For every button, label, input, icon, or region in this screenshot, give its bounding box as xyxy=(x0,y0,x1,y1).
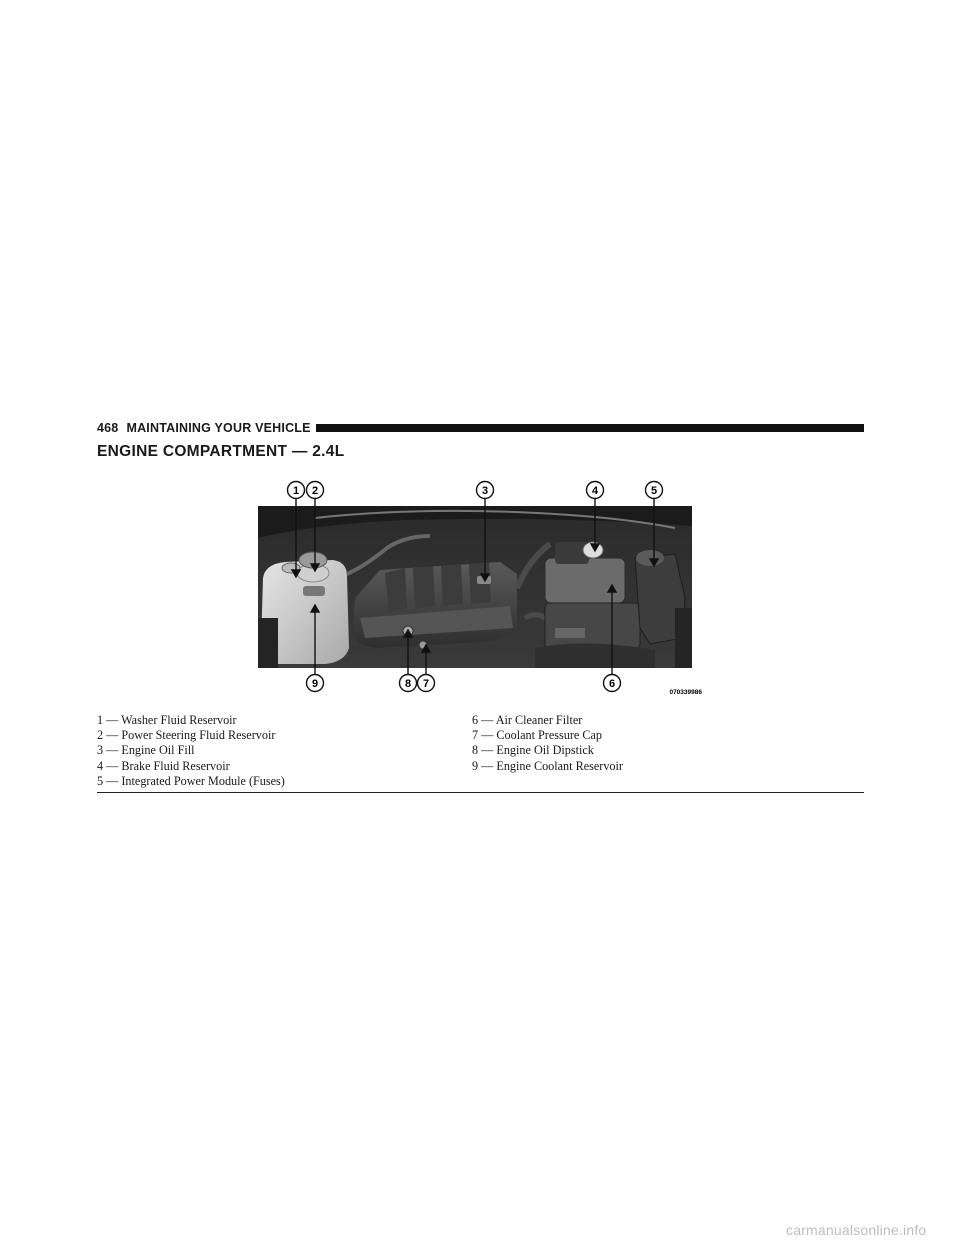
engine-photo xyxy=(255,478,705,703)
section-title: MAINTAINING YOUR VEHICLE xyxy=(126,421,311,435)
callout-9: 9 xyxy=(311,678,319,690)
engine-compartment-figure xyxy=(255,478,705,703)
legend-item: 5 — Integrated Power Module (Fuses) xyxy=(97,773,285,788)
page-number: 468 xyxy=(97,421,119,435)
legend-item: 9 — Engine Coolant Reservoir xyxy=(472,758,623,773)
callout-2: 2 xyxy=(311,485,319,497)
legend-item: 7 — Coolant Pressure Cap xyxy=(472,728,602,743)
page-title: ENGINE COMPARTMENT — 2.4L xyxy=(97,443,345,460)
callout-4: 4 xyxy=(591,485,599,497)
legend-item: 3 — Engine Oil Fill xyxy=(97,743,195,758)
callout-3: 3 xyxy=(481,485,489,497)
callout-1: 1 xyxy=(292,485,300,497)
legend-left-column xyxy=(97,713,285,789)
callout-6: 6 xyxy=(608,678,616,690)
legend-item: 8 — Engine Oil Dipstick xyxy=(472,743,594,758)
header-rule xyxy=(316,424,864,432)
legend-item: 6 — Air Cleaner Filter xyxy=(472,713,583,727)
legend-item: 2 — Power Steering Fluid Reservoir xyxy=(97,728,276,743)
legend-item: 1 — Washer Fluid Reservoir xyxy=(97,713,237,727)
page-header xyxy=(97,420,864,436)
callouts-top xyxy=(288,482,663,499)
image-code: 070339986 xyxy=(669,689,702,696)
legend-rule xyxy=(97,792,864,793)
callouts-bottom xyxy=(307,675,621,692)
watermark: carmanualsonline.info xyxy=(786,1222,927,1238)
legend-item: 4 — Brake Fluid Reservoir xyxy=(97,758,230,773)
callout-8: 8 xyxy=(404,678,412,690)
legend-right-column xyxy=(472,713,623,774)
callout-5: 5 xyxy=(650,485,658,497)
callout-7: 7 xyxy=(422,678,430,690)
